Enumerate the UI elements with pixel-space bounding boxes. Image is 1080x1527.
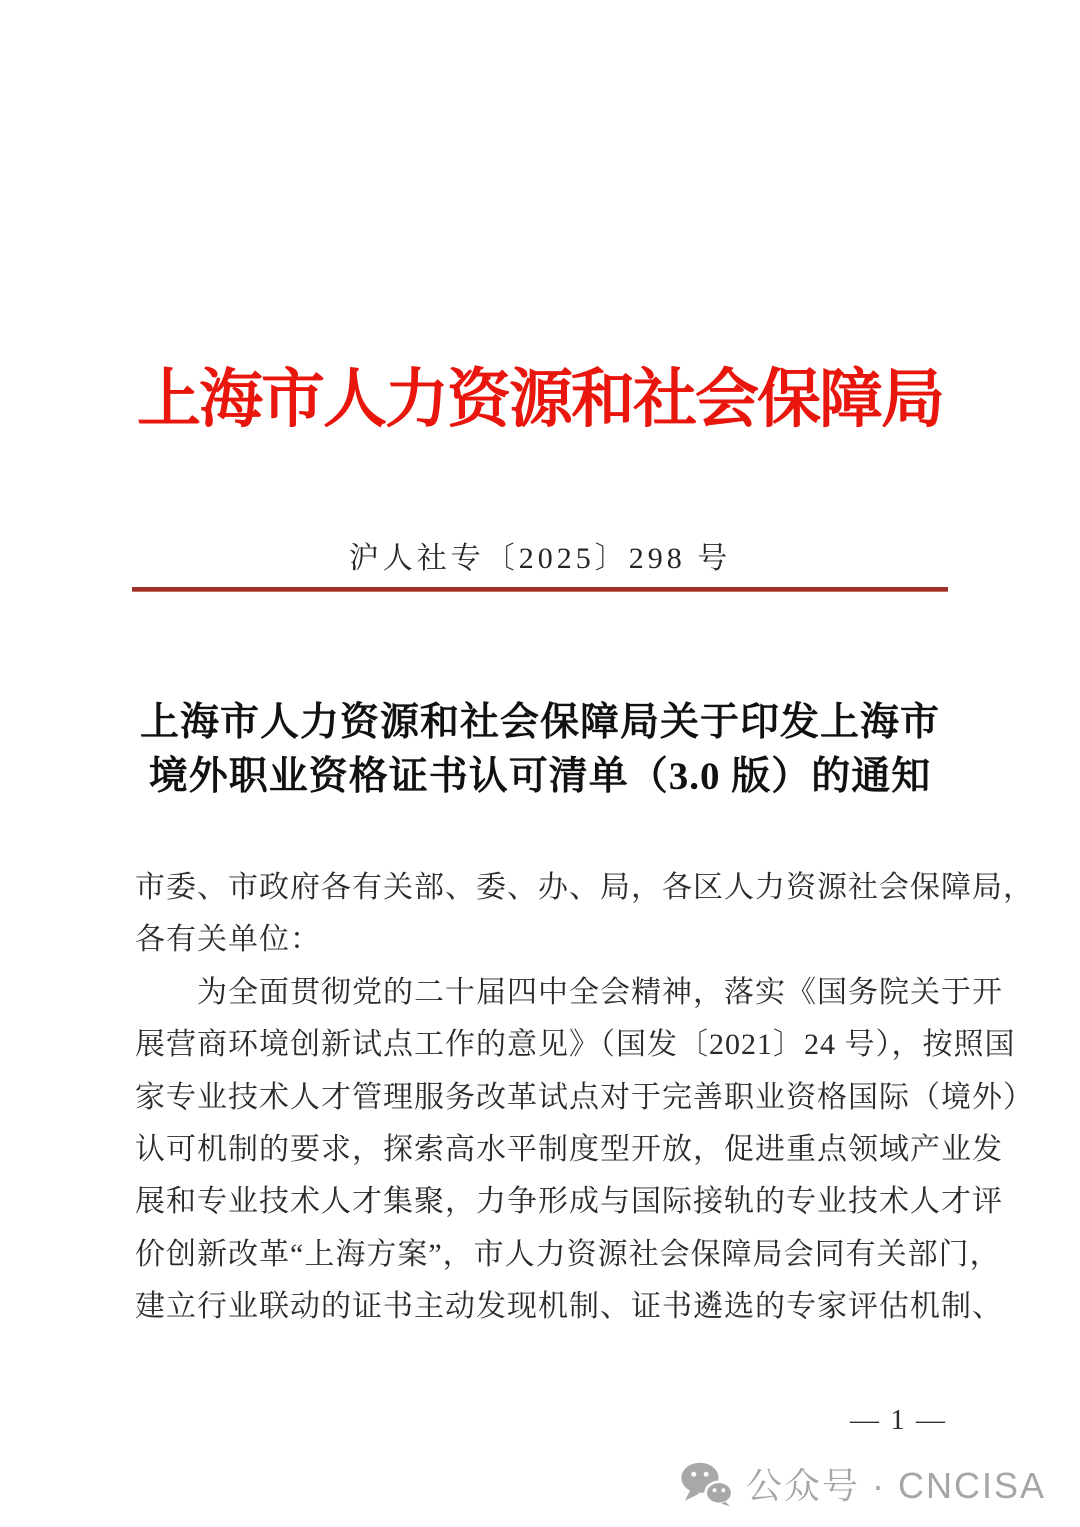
document-number: 沪人社专〔2025〕298 号 (348, 542, 732, 575)
wechat-account-label: 公众号 · CNCISA (745, 1465, 1046, 1506)
notice-title-line-2: 境外职业资格证书认可清单（3.0 版）的通知 (148, 755, 932, 798)
body-line-9: 建立行业联动的证书主动发现机制、证书遴选的专家评估机制、 (135, 1290, 1003, 1324)
notice-title (0, 696, 1080, 804)
body-line-7: 展和专业技术人才集聚，力争形成与国际接轨的专业技术人才评 (135, 1185, 1003, 1219)
agency-title: 上海市人力资源和社会保障局 (137, 364, 943, 435)
notice-title-line-1: 上海市人力资源和社会保障局关于印发上海市 (139, 701, 940, 744)
body-line-6: 认可机制的要求，探索高水平制度型开放，促进重点领域产业发 (135, 1133, 1003, 1167)
body-text (135, 862, 1034, 1334)
wechat-footer-badge (680, 1458, 1046, 1509)
body-line-3: 为全面贯彻党的二十届四中全会精神，落实《国务院关于开 (197, 975, 1003, 1009)
page-number: — 1 — (850, 1404, 947, 1436)
body-line-8: 价创新改革“上海方案”，市人力资源社会保障局会同有关部门， (135, 1237, 1001, 1271)
body-line-5: 家专业技术人才管理服务改革试点对于完善职业资格国际（境外） (135, 1080, 1034, 1114)
wechat-icon (680, 1461, 734, 1507)
red-divider-line (132, 587, 948, 592)
body-line-1: 市委、市政府各有关部、委、办、局，各区人力资源社会保障局， (135, 871, 1034, 904)
body-line-2: 各有关单位： (135, 923, 321, 957)
body-line-4: 展营商环境创新试点工作的意见》（国发〔2021〕24 号），按照国 (135, 1028, 1016, 1062)
